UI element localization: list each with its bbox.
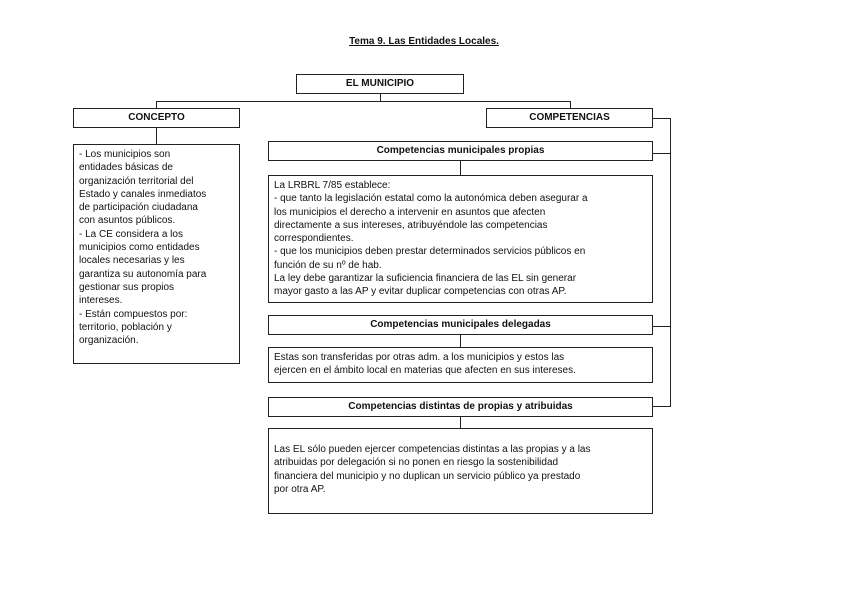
connector-delegadas-down [460,335,461,347]
connector-competencias-right [653,118,671,119]
competencias-header: COMPETENCIAS [529,112,610,123]
distintas-line: atribuidas por delegación si no ponen en riesgo la sostenibilidad [274,457,559,469]
concepto-text-box [73,144,240,364]
distintas-header: Competencias distintas de propias y atribuidas [348,401,573,412]
connector-bracket-vertical [670,118,671,406]
root-label: EL MUNICIPIO [345,78,415,89]
distintas-line: por otra AP. [274,483,326,495]
propias-line: - que tanto la legislación estatal como la autonómica deben asegurar a [274,193,588,205]
concepto-line: intereses. [79,295,123,307]
concepto-line: Estado y canales inmediatos [79,188,207,200]
concepto-header: CONCEPTO [128,112,185,123]
concepto-line: locales necesarias y les [79,255,185,267]
connector-concepto-down [156,128,157,144]
concepto-line: con asuntos públicos. [79,215,176,227]
concepto-line: de participación ciudadana [79,202,198,214]
concepto-line: garantiza su autonomía para [79,268,207,280]
competencias-header-box [486,108,653,128]
connector-to-propias [653,153,671,154]
delegadas-line: ejercen en el ámbito local en materias que afecten en sus intereses. [274,365,576,377]
propias-line: función de su nº de hab. [274,259,382,271]
concepto-line: - La CE considera a los [79,228,183,240]
distintas-text-box [268,428,653,514]
propias-header: Competencias municipales propias [376,145,545,156]
concepto-line: territorio, población y [79,321,172,333]
delegadas-text-box [268,347,653,383]
propias-line: La ley debe garantizar la suficiencia financiera de las EL sin generar [274,273,577,285]
concepto-line: organización territorial del [79,175,194,187]
connector-to-delegadas [653,326,671,327]
delegadas-header-box [268,315,653,335]
concepto-line: entidades básicas de [79,162,173,174]
concepto-line: municipios como entidades [79,242,200,254]
concepto-line: organización. [79,335,139,347]
page-title: Tema 9. Las Entidades Locales. [349,36,499,47]
distintas-line: financiera del municipio y no duplican un servicio público ya prestado [274,470,581,482]
concepto-line: gestionar sus propios [79,281,175,293]
propias-text-box [268,175,653,303]
connector-distintas-down [460,417,461,428]
concepto-line: - Están compuestos por: [79,308,188,320]
connector-propias-down [460,161,461,175]
propias-line: La LRBRL 7/85 establece: [274,180,391,191]
delegadas-header: Competencias municipales delegadas [370,319,551,330]
root-box-municipio [296,74,464,94]
connector-root-bar [156,101,571,102]
propias-line: mayor gasto a las AP y evitar duplicar competencias con otras AP. [274,286,567,298]
propias-line: - que los municipios deben prestar determinados servicios públicos en [274,246,586,258]
distintas-line: Las EL sólo pueden ejercer competencias distintas a las propias y a las [274,444,591,455]
connector-to-distintas [653,406,671,407]
propias-header-box [268,141,653,161]
propias-line: los municipios el derecho a intervenir en asuntos que afecten [274,206,546,218]
propias-line: directamente a sus intereses, atribuyéndole las competencias [274,219,548,231]
distintas-header-box [268,397,653,417]
concepto-line: - Los municipios son [79,149,171,160]
delegadas-line: Estas son transferidas por otras adm. a los municipios y estos las [274,352,565,363]
concepto-header-box [73,108,240,128]
propias-line: correspondientes. [274,233,354,245]
